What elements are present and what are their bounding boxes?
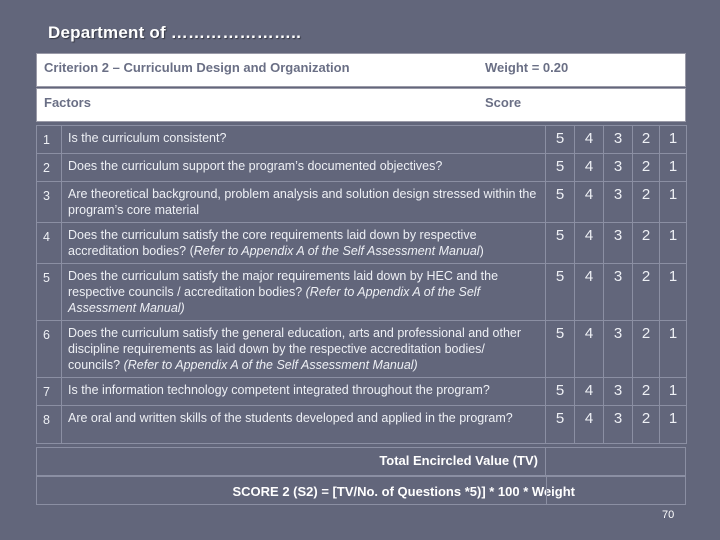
question-text — [62, 223, 546, 264]
weight-label: Weight = 0.20 — [485, 60, 569, 75]
question-main-text: Does the curriculum satisfy the major requirements laid down by HEC and the respective councils / accreditation bodies? — [68, 269, 499, 299]
score-option-3[interactable]: 3 — [604, 321, 633, 378]
criteria-table — [36, 125, 687, 444]
question-text — [62, 378, 546, 406]
score-option-2[interactable]: 2 — [633, 223, 660, 264]
score-option-1[interactable]: 1 — [660, 154, 687, 182]
score-formula: SCORE 2 (S2) = [TV/No. of Questions *5)] * 100 * Weight — [232, 484, 575, 499]
score-option-2[interactable]: 2 — [633, 264, 660, 321]
table-row — [37, 223, 687, 264]
score-option-4[interactable]: 4 — [575, 321, 604, 378]
question-number: 1 — [37, 126, 62, 154]
question-main-text: Does the curriculum satisfy the core requirements laid down by respective accreditation bodies? ( — [68, 228, 477, 258]
score-option-4[interactable]: 4 — [575, 223, 604, 264]
score-option-5[interactable]: 5 — [546, 264, 575, 321]
score-option-2[interactable]: 2 — [633, 321, 660, 378]
score-option-4[interactable]: 4 — [575, 126, 604, 154]
score-option-3[interactable]: 3 — [604, 182, 633, 223]
score-option-5[interactable]: 5 — [546, 378, 575, 406]
question-number: 4 — [37, 223, 62, 264]
question-number: 2 — [37, 154, 62, 182]
score-option-5[interactable]: 5 — [546, 126, 575, 154]
score-option-2[interactable]: 2 — [633, 406, 660, 444]
score-option-4[interactable]: 4 — [575, 154, 604, 182]
question-main-text: Are oral and written skills of the students developed and applied in the program? — [68, 411, 513, 425]
question-number: 6 — [37, 321, 62, 378]
question-reference: (Refer to Appendix A of the Self Assessment Manual) — [68, 285, 481, 315]
question-number: 8 — [37, 406, 62, 444]
score-header: Score — [485, 95, 522, 110]
score-option-1[interactable]: 1 — [660, 182, 687, 223]
question-number: 3 — [37, 182, 62, 223]
question-main-text: Is the curriculum consistent? — [68, 131, 227, 145]
question-reference: (Refer to Appendix A of the Self Assessment Manual) — [123, 358, 418, 372]
table-row — [37, 154, 687, 182]
question-main-text: Does the curriculum support the program’s documented objectives? — [68, 159, 443, 173]
score-formula-row — [36, 476, 686, 505]
table-row — [37, 126, 687, 154]
table-row — [37, 378, 687, 406]
score-option-3[interactable]: 3 — [604, 154, 633, 182]
table-row — [37, 321, 687, 378]
table-row — [37, 264, 687, 321]
question-main-text: Does the curriculum satisfy the general education, arts and professional and other discipline requirements as laid down by the respective accreditation bodies/ councils? — [68, 326, 522, 372]
question-main-text: Is the information technology competent integrated throughout the program? — [68, 383, 490, 397]
total-label: Total Encircled Value (TV) — [379, 453, 538, 468]
question-main-text: Are theoretical background, problem analysis and solution design stressed within the program’s core material — [68, 187, 537, 217]
score-option-1[interactable]: 1 — [660, 321, 687, 378]
total-value-cell[interactable] — [545, 447, 686, 476]
score-option-4[interactable]: 4 — [575, 182, 604, 223]
question-reference: Refer to Appendix A of the Self Assessment Manual — [193, 244, 480, 258]
score-option-2[interactable]: 2 — [633, 182, 660, 223]
score-option-4[interactable]: 4 — [575, 406, 604, 444]
score-option-5[interactable]: 5 — [546, 406, 575, 444]
score-option-2[interactable]: 2 — [633, 154, 660, 182]
score-option-5[interactable]: 5 — [546, 321, 575, 378]
score-option-5[interactable]: 5 — [546, 223, 575, 264]
score-option-4[interactable]: 4 — [575, 378, 604, 406]
score-option-1[interactable]: 1 — [660, 406, 687, 444]
score-option-1[interactable]: 1 — [660, 378, 687, 406]
criterion-header — [36, 53, 686, 87]
question-tail: ) — [479, 244, 484, 258]
question-text — [62, 154, 546, 182]
score-option-3[interactable]: 3 — [604, 406, 633, 444]
question-text — [62, 264, 546, 321]
criterion-label: Criterion 2 – Curriculum Design and Organization — [44, 60, 350, 75]
score-option-1[interactable]: 1 — [660, 126, 687, 154]
score-option-3[interactable]: 3 — [604, 223, 633, 264]
factors-header: Factors — [44, 95, 91, 110]
question-number: 5 — [37, 264, 62, 321]
question-text — [62, 126, 546, 154]
score-option-1[interactable]: 1 — [660, 264, 687, 321]
question-number: 7 — [37, 378, 62, 406]
page-number: 70 — [662, 509, 675, 521]
score-option-1[interactable]: 1 — [660, 223, 687, 264]
table-row — [37, 406, 687, 444]
score-value-cell[interactable] — [546, 477, 687, 504]
question-text — [62, 406, 546, 444]
column-header — [36, 88, 686, 122]
question-text — [62, 182, 546, 223]
question-text — [62, 321, 546, 378]
score-option-3[interactable]: 3 — [604, 126, 633, 154]
score-option-2[interactable]: 2 — [633, 378, 660, 406]
score-option-4[interactable]: 4 — [575, 264, 604, 321]
score-option-2[interactable]: 2 — [633, 126, 660, 154]
score-option-5[interactable]: 5 — [546, 182, 575, 223]
score-option-3[interactable]: 3 — [604, 378, 633, 406]
score-option-3[interactable]: 3 — [604, 264, 633, 321]
page-title: Department of ………………….. — [48, 23, 302, 42]
score-option-5[interactable]: 5 — [546, 154, 575, 182]
table-row — [37, 182, 687, 223]
